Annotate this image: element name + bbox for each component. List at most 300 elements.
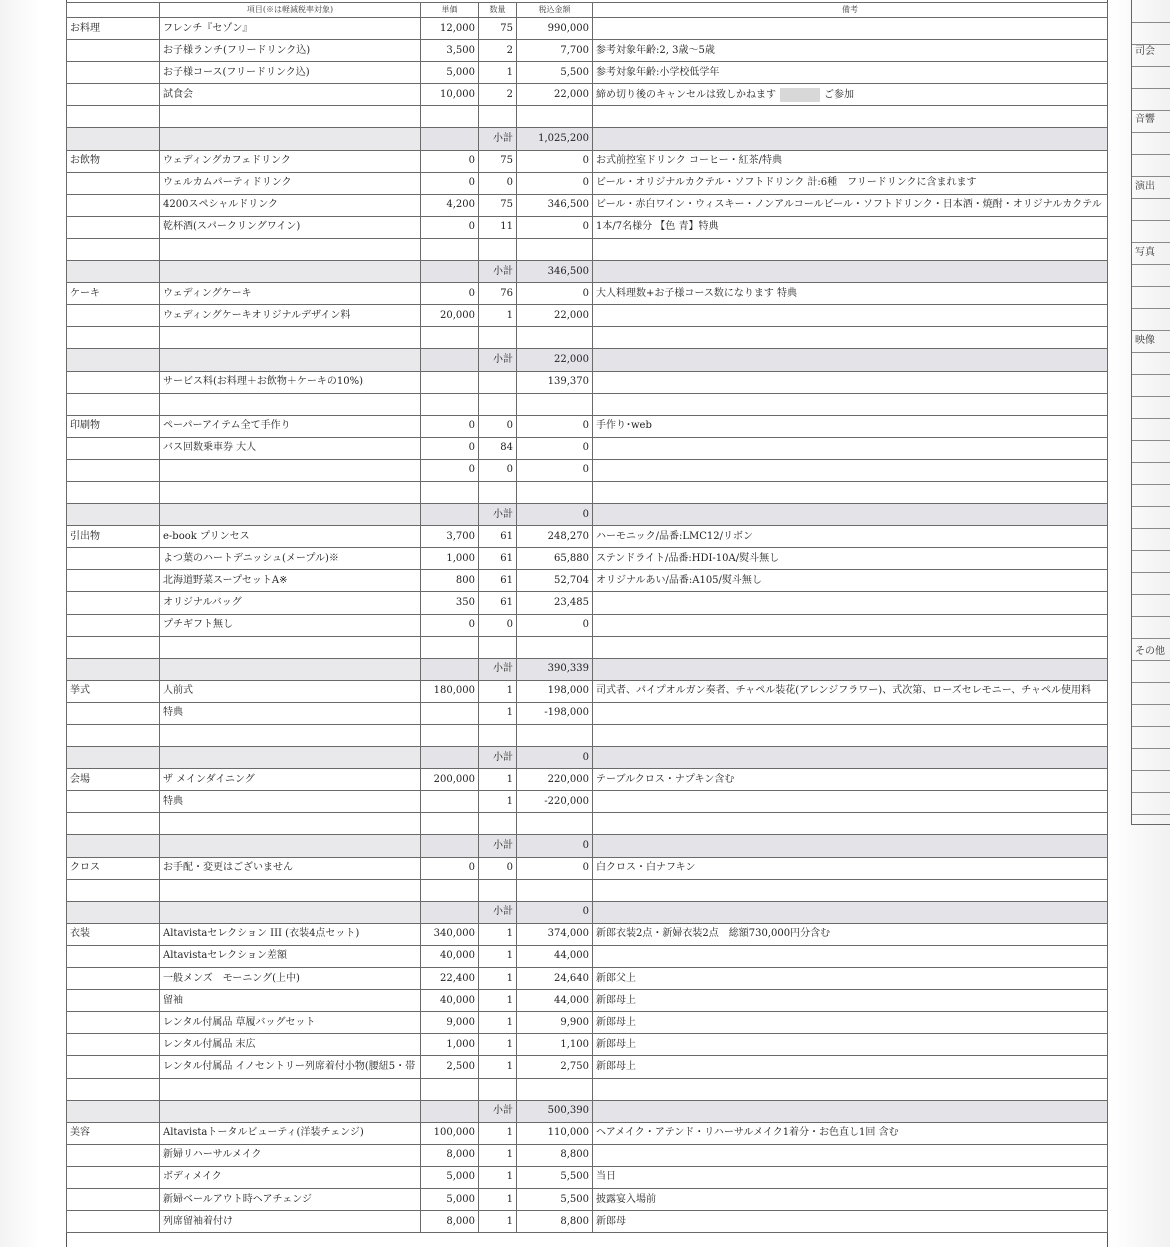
category-cell xyxy=(67,504,160,526)
amount-cell: 0 xyxy=(517,283,593,305)
blank-row xyxy=(67,636,1108,658)
category-cell xyxy=(67,548,160,570)
unit-price-cell xyxy=(421,813,479,835)
side-rule xyxy=(1132,308,1170,309)
unit-price-cell xyxy=(421,636,479,658)
amount-cell: 52,704 xyxy=(517,570,593,592)
category-cell xyxy=(67,570,160,592)
category-cell: クロス xyxy=(67,857,160,879)
table-row xyxy=(67,1012,1108,1034)
subtotal-amount: 500,390 xyxy=(517,1100,593,1122)
amount-cell: 0 xyxy=(517,216,593,238)
amount-cell: 2,750 xyxy=(517,1056,593,1078)
amount-cell: 23,485 xyxy=(517,592,593,614)
category-cell xyxy=(67,813,160,835)
unit-price-cell: 3,500 xyxy=(421,40,479,62)
amount-cell xyxy=(517,106,593,128)
category-cell: 引出物 xyxy=(67,526,160,548)
note-cell xyxy=(593,128,1108,150)
adjacent-sheet xyxy=(1131,0,1170,825)
item-cell xyxy=(160,725,421,747)
subtotal-label: 小計 xyxy=(479,349,517,371)
amount-cell: 110,000 xyxy=(517,1122,593,1144)
table-row xyxy=(67,194,1108,216)
subtotal-label: 小計 xyxy=(479,128,517,150)
item-cell: ペーパーアイテム全て手作り xyxy=(160,415,421,437)
quantity-cell: 1 xyxy=(479,1188,517,1210)
quantity-cell: 84 xyxy=(479,437,517,459)
blank-row xyxy=(67,393,1108,415)
amount-cell: 220,000 xyxy=(517,769,593,791)
category-cell xyxy=(67,437,160,459)
note-cell xyxy=(593,371,1108,393)
subtotal-amount: 22,000 xyxy=(517,349,593,371)
item-cell xyxy=(160,481,421,503)
quantity-cell: 0 xyxy=(479,415,517,437)
item-cell xyxy=(160,835,421,857)
unit-price-cell xyxy=(421,835,479,857)
subtotal-amount: 0 xyxy=(517,747,593,769)
side-rule xyxy=(1132,88,1170,89)
amount-cell: 7,700 xyxy=(517,40,593,62)
category-cell xyxy=(67,40,160,62)
category-cell xyxy=(67,128,160,150)
note-cell: オリジナルあい/品番:A105/熨斗無し xyxy=(593,570,1108,592)
unit-price-cell xyxy=(421,238,479,260)
category-cell xyxy=(67,614,160,636)
table-header-row xyxy=(67,3,1108,18)
amount-cell: -220,000 xyxy=(517,791,593,813)
note-cell xyxy=(593,437,1108,459)
redacted-block xyxy=(780,88,820,102)
item-cell: 特典 xyxy=(160,791,421,813)
table-row xyxy=(67,216,1108,238)
note-cell: ハーモニック/品番:LMC12/リボン xyxy=(593,526,1108,548)
amount-cell: 374,000 xyxy=(517,923,593,945)
item-cell: ウェディングケーキ xyxy=(160,283,421,305)
note-cell: 司式者、パイプオルガン奏者、チャペル装花(アレンジフラワー)、式次第、ローズセレモニー、チャペル使用料 xyxy=(593,680,1108,702)
item-cell xyxy=(160,879,421,901)
table-row xyxy=(67,526,1108,548)
category-cell xyxy=(67,393,160,415)
blank-row xyxy=(67,813,1108,835)
quantity-cell xyxy=(479,238,517,260)
item-cell xyxy=(160,813,421,835)
subtotal-amount: 1,025,200 xyxy=(517,128,593,150)
note-cell: 新郎衣装2点・新婦衣装2点 総額730,000円分含む xyxy=(593,923,1108,945)
amount-cell: 9,900 xyxy=(517,1012,593,1034)
side-rule xyxy=(1132,484,1170,485)
unit-price-cell xyxy=(421,106,479,128)
side-rule xyxy=(1132,154,1170,155)
unit-price-cell: 4,200 xyxy=(421,194,479,216)
side-rule xyxy=(1132,550,1170,551)
header-item: 項目(※は軽減税率対象) xyxy=(160,3,421,18)
side-rule xyxy=(1132,396,1170,397)
note-cell xyxy=(593,1078,1108,1100)
subtotal-row xyxy=(67,901,1108,923)
item-cell: レンタル付属品 イノセントリー列席着付小物(腰紐5・帯 xyxy=(160,1056,421,1078)
quantity-cell: 1 xyxy=(479,990,517,1012)
table-row xyxy=(67,371,1108,393)
amount-cell: 22,000 xyxy=(517,305,593,327)
table-row xyxy=(67,415,1108,437)
side-label: 司会 xyxy=(1135,46,1155,57)
note-cell xyxy=(593,791,1108,813)
category-cell xyxy=(67,216,160,238)
item-cell: レンタル付属品 末広 xyxy=(160,1034,421,1056)
table-row xyxy=(67,1144,1108,1166)
item-cell: Altavistaトータルビューティ(洋装チェンジ) xyxy=(160,1122,421,1144)
item-cell: フレンチ『セゾン』 xyxy=(160,18,421,40)
note-cell xyxy=(593,504,1108,526)
subtotal-row xyxy=(67,349,1108,371)
amount-cell: 346,500 xyxy=(517,194,593,216)
subtotal-label: 小計 xyxy=(479,835,517,857)
unit-price-cell: 0 xyxy=(421,283,479,305)
side-rule xyxy=(1132,286,1170,287)
unit-price-cell xyxy=(421,702,479,724)
item-cell: 乾杯酒(スパークリングワイン) xyxy=(160,216,421,238)
item-cell: お子様ランチ(フリードリンク込) xyxy=(160,40,421,62)
category-cell xyxy=(67,990,160,1012)
table-row xyxy=(67,1211,1108,1233)
unit-price-cell: 10,000 xyxy=(421,84,479,106)
note-cell xyxy=(593,1100,1108,1122)
category-cell xyxy=(67,349,160,371)
header-category xyxy=(67,3,160,18)
item-cell: 一般メンズ モーニング(上中) xyxy=(160,968,421,990)
quantity-cell: 0 xyxy=(479,614,517,636)
side-label: 演出 xyxy=(1135,181,1155,192)
category-cell xyxy=(67,835,160,857)
subtotal-label: 小計 xyxy=(479,901,517,923)
side-label: その他 xyxy=(1135,646,1165,657)
table-body xyxy=(67,18,1108,1233)
amount-cell: 0 xyxy=(517,150,593,172)
blank-row xyxy=(67,106,1108,128)
category-cell xyxy=(67,636,160,658)
header-note: 備考 xyxy=(593,3,1108,18)
category-cell xyxy=(67,194,160,216)
unit-price-cell xyxy=(421,879,479,901)
amount-cell: 8,800 xyxy=(517,1144,593,1166)
note-cell: 1本/7名様分 【色 青】特典 xyxy=(593,216,1108,238)
amount-cell xyxy=(517,393,593,415)
unit-price-cell: 100,000 xyxy=(421,1122,479,1144)
note-cell xyxy=(593,901,1108,923)
table-row xyxy=(67,1034,1108,1056)
amount-cell: 0 xyxy=(517,459,593,481)
side-rule xyxy=(1132,220,1170,221)
unit-price-cell xyxy=(421,128,479,150)
category-cell xyxy=(67,261,160,283)
side-rule xyxy=(1132,638,1170,639)
note-cell xyxy=(593,327,1108,349)
unit-price-cell: 22,400 xyxy=(421,968,479,990)
item-cell: Altavistaセレクション差額 xyxy=(160,945,421,967)
subtotal-amount: 390,339 xyxy=(517,658,593,680)
table-row xyxy=(67,459,1108,481)
unit-price-cell xyxy=(421,725,479,747)
quantity-cell: 1 xyxy=(479,1144,517,1166)
table-row xyxy=(67,172,1108,194)
item-cell xyxy=(160,1078,421,1100)
blank-row xyxy=(67,238,1108,260)
category-cell xyxy=(67,305,160,327)
item-cell: お手配・変更はございません xyxy=(160,857,421,879)
amount-cell xyxy=(517,725,593,747)
item-cell xyxy=(160,238,421,260)
amount-cell: 22,000 xyxy=(517,84,593,106)
blank-row xyxy=(67,725,1108,747)
note-cell: 新郎母 xyxy=(593,1211,1108,1233)
amount-cell: 0 xyxy=(517,857,593,879)
category-cell xyxy=(67,1034,160,1056)
quantity-cell: 1 xyxy=(479,1056,517,1078)
quantity-cell: 1 xyxy=(479,1166,517,1188)
category-cell: お飲物 xyxy=(67,150,160,172)
item-cell: Altavistaセレクション III (衣装4点セット) xyxy=(160,923,421,945)
side-label: 音響 xyxy=(1135,114,1155,125)
item-cell xyxy=(160,1100,421,1122)
unit-price-cell: 40,000 xyxy=(421,945,479,967)
category-cell: 衣装 xyxy=(67,923,160,945)
note-cell: 新郎父上 xyxy=(593,968,1108,990)
unit-price-cell: 800 xyxy=(421,570,479,592)
unit-price-cell: 0 xyxy=(421,614,479,636)
note-cell xyxy=(593,106,1108,128)
table-row xyxy=(67,283,1108,305)
quantity-cell: 61 xyxy=(479,570,517,592)
table-row xyxy=(67,791,1108,813)
item-cell: 新婦リハーサルメイク xyxy=(160,1144,421,1166)
category-cell xyxy=(67,459,160,481)
note-cell: 披露宴入場前 xyxy=(593,1188,1108,1210)
quantity-cell: 1 xyxy=(479,305,517,327)
unit-price-cell xyxy=(421,1100,479,1122)
amount-cell: 0 xyxy=(517,614,593,636)
quantity-cell: 1 xyxy=(479,702,517,724)
side-rule xyxy=(1132,814,1170,815)
amount-cell: 1,100 xyxy=(517,1034,593,1056)
table-row xyxy=(67,945,1108,967)
side-rule xyxy=(1132,528,1170,529)
category-cell xyxy=(67,901,160,923)
unit-price-cell: 0 xyxy=(421,216,479,238)
category-cell: お料理 xyxy=(67,18,160,40)
note-cell: お式前控室ドリンク コーヒー・紅茶/特典 xyxy=(593,150,1108,172)
quantity-cell: 1 xyxy=(479,968,517,990)
category-cell xyxy=(67,1188,160,1210)
amount-cell: 990,000 xyxy=(517,18,593,40)
item-cell: ザ メインダイニング xyxy=(160,769,421,791)
side-rule xyxy=(1132,264,1170,265)
amount-cell: -198,000 xyxy=(517,702,593,724)
note-cell xyxy=(593,305,1108,327)
header-amount: 税込金額 xyxy=(517,3,593,18)
quantity-cell xyxy=(479,327,517,349)
quantity-cell xyxy=(479,106,517,128)
category-cell xyxy=(67,172,160,194)
unit-price-cell: 5,000 xyxy=(421,1188,479,1210)
category-cell: ケーキ xyxy=(67,283,160,305)
category-cell xyxy=(67,1211,160,1233)
quantity-cell: 1 xyxy=(479,1211,517,1233)
amount-cell: 0 xyxy=(517,437,593,459)
category-cell xyxy=(67,1012,160,1034)
subtotal-amount: 0 xyxy=(517,901,593,923)
quantity-cell: 11 xyxy=(479,216,517,238)
unit-price-cell: 0 xyxy=(421,415,479,437)
unit-price-cell: 0 xyxy=(421,459,479,481)
note-cell xyxy=(593,835,1108,857)
amount-cell: 65,880 xyxy=(517,548,593,570)
amount-cell xyxy=(517,238,593,260)
subtotal-label: 小計 xyxy=(479,261,517,283)
subtotal-amount: 346,500 xyxy=(517,261,593,283)
amount-cell: 139,370 xyxy=(517,371,593,393)
unit-price-cell xyxy=(421,371,479,393)
item-cell: サービス料(お料理＋お飲物＋ケーキの10%) xyxy=(160,371,421,393)
table-row xyxy=(67,769,1108,791)
note-cell xyxy=(593,1144,1108,1166)
item-cell: 4200スペシャルドリンク xyxy=(160,194,421,216)
amount-cell: 44,000 xyxy=(517,990,593,1012)
category-cell: 美容 xyxy=(67,1122,160,1144)
category-cell xyxy=(67,725,160,747)
item-cell: e-book プリンセス xyxy=(160,526,421,548)
table-row xyxy=(67,305,1108,327)
amount-cell xyxy=(517,1078,593,1100)
estimate-table xyxy=(66,2,1108,1233)
subtotal-row xyxy=(67,504,1108,526)
side-rule xyxy=(1132,660,1170,661)
note-cell: 白クロス・白ナフキン xyxy=(593,857,1108,879)
quantity-cell: 76 xyxy=(479,283,517,305)
side-label: 映像 xyxy=(1135,335,1155,346)
quantity-cell: 0 xyxy=(479,172,517,194)
unit-price-cell: 2,500 xyxy=(421,1056,479,1078)
item-cell: ウェディングカフェドリンク xyxy=(160,150,421,172)
table-row xyxy=(67,1188,1108,1210)
side-rule xyxy=(1132,594,1170,595)
table-row xyxy=(67,857,1108,879)
category-cell xyxy=(67,747,160,769)
category-cell xyxy=(67,879,160,901)
amount-cell: 198,000 xyxy=(517,680,593,702)
quantity-cell: 1 xyxy=(479,680,517,702)
category-cell xyxy=(67,592,160,614)
item-cell: 列席留袖着付け xyxy=(160,1211,421,1233)
subtotal-row xyxy=(67,835,1108,857)
quantity-cell: 2 xyxy=(479,40,517,62)
side-rule xyxy=(1132,352,1170,353)
unit-price-cell xyxy=(421,901,479,923)
category-cell xyxy=(67,702,160,724)
category-cell xyxy=(67,791,160,813)
side-rule xyxy=(1132,22,1170,23)
header-quantity: 数量 xyxy=(479,3,517,18)
quantity-cell: 1 xyxy=(479,62,517,84)
quantity-cell: 1 xyxy=(479,923,517,945)
note-cell xyxy=(593,614,1108,636)
category-cell xyxy=(67,481,160,503)
item-cell xyxy=(160,349,421,371)
side-rule xyxy=(1132,132,1170,133)
quantity-cell: 1 xyxy=(479,945,517,967)
table-row xyxy=(67,680,1108,702)
note-cell: ヘアメイク・アテンド・リハーサルメイク1着分・お色直し1回 含む xyxy=(593,1122,1108,1144)
item-cell xyxy=(160,747,421,769)
unit-price-cell: 12,000 xyxy=(421,18,479,40)
unit-price-cell: 1,000 xyxy=(421,1034,479,1056)
note-cell: テーブルクロス・ナプキン含む xyxy=(593,769,1108,791)
category-cell: 印刷物 xyxy=(67,415,160,437)
unit-price-cell: 20,000 xyxy=(421,305,479,327)
quantity-cell: 1 xyxy=(479,791,517,813)
note-cell: ビール・赤白ワイン・ウィスキー・ノンアルコールビール・ソフトドリンク・日本酒・焼酎・オリジナルカクテル xyxy=(593,194,1108,216)
item-cell: 試食会 xyxy=(160,84,421,106)
amount-cell: 0 xyxy=(517,172,593,194)
amount-cell: 8,800 xyxy=(517,1211,593,1233)
unit-price-cell xyxy=(421,327,479,349)
table-row xyxy=(67,1056,1108,1078)
table-row xyxy=(67,968,1108,990)
item-cell: 特典 xyxy=(160,702,421,724)
note-cell: 新郎母上 xyxy=(593,1012,1108,1034)
unit-price-cell: 350 xyxy=(421,592,479,614)
note-cell xyxy=(593,813,1108,835)
quantity-cell xyxy=(479,1078,517,1100)
unit-price-cell: 0 xyxy=(421,172,479,194)
item-cell xyxy=(160,636,421,658)
quantity-cell: 1 xyxy=(479,769,517,791)
unit-price-cell: 1,000 xyxy=(421,548,479,570)
quantity-cell xyxy=(479,393,517,415)
side-rule xyxy=(1132,770,1170,771)
item-cell: バス回数乗車券 大人 xyxy=(160,437,421,459)
note-cell xyxy=(593,459,1108,481)
item-cell xyxy=(160,901,421,923)
note-cell xyxy=(593,349,1108,371)
quantity-cell: 2 xyxy=(479,84,517,106)
side-rule xyxy=(1132,374,1170,375)
side-rule xyxy=(1132,748,1170,749)
quantity-cell: 61 xyxy=(479,526,517,548)
note-cell: 新郎母上 xyxy=(593,990,1108,1012)
amount-cell xyxy=(517,481,593,503)
unit-price-cell: 8,000 xyxy=(421,1211,479,1233)
amount-cell: 5,500 xyxy=(517,1188,593,1210)
item-cell: 新婦ベールアウト時ヘアチェンジ xyxy=(160,1188,421,1210)
note-cell xyxy=(593,945,1108,967)
note-cell xyxy=(593,481,1108,503)
side-rule xyxy=(1132,418,1170,419)
quantity-cell: 1 xyxy=(479,1034,517,1056)
item-cell: ウェディングケーキオリジナルデザイン料 xyxy=(160,305,421,327)
unit-price-cell: 3,700 xyxy=(421,526,479,548)
table-row xyxy=(67,592,1108,614)
table-row xyxy=(67,150,1108,172)
item-cell xyxy=(160,106,421,128)
item-cell: ボディメイク xyxy=(160,1166,421,1188)
note-cell: 大人料理数+お子様コース数になります 特典 xyxy=(593,283,1108,305)
note-cell: 参考対象年齢:小学校低学年 xyxy=(593,62,1108,84)
table-row xyxy=(67,84,1108,106)
note-cell: ビール・オリジナルカクテル・ソフトドリンク 計:6種 フリードリンクに含まれます xyxy=(593,172,1108,194)
note-cell xyxy=(593,879,1108,901)
